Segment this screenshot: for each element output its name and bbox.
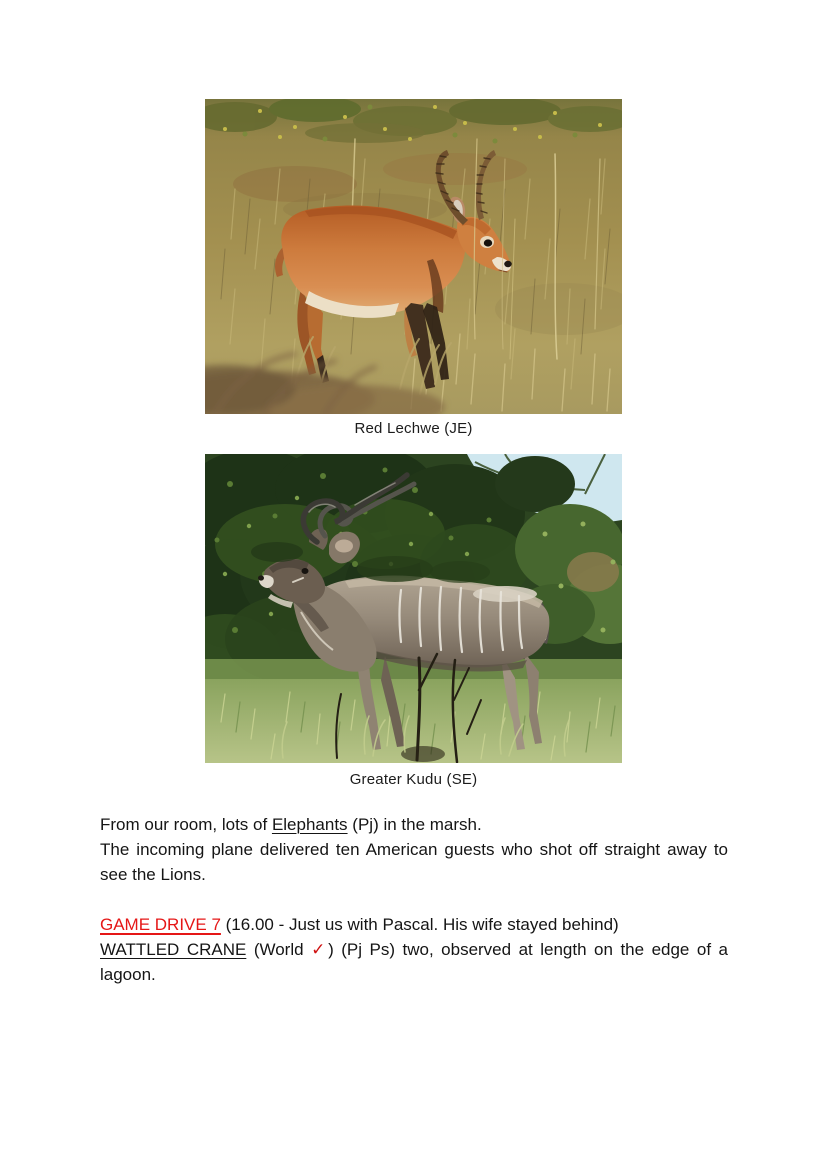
- red-lechwe-photo: [205, 99, 622, 414]
- plane-paragraph: The incoming plane delivered ten American guests who shot off straight away to see the Lions.: [100, 840, 728, 884]
- game-drive-paragraph: [100, 912, 728, 937]
- kudu-caption: Greater Kudu (SE): [349, 771, 478, 788]
- body-text: [100, 812, 728, 987]
- lechwe-figure: [205, 99, 622, 454]
- wattled-crane-species: WATTLED CRANE: [100, 940, 247, 959]
- elephants-species: Elephants: [271, 815, 348, 834]
- room-suffix: (Pj) in the marsh.: [347, 815, 482, 834]
- kudu-figure: [205, 454, 622, 806]
- greater-kudu-photo-svg: [205, 454, 622, 763]
- game-drive-details: (16.00 - Just us with Pascal. His wife stayed behind): [220, 915, 619, 934]
- game-drive-heading: GAME DRIVE 7: [100, 915, 221, 934]
- wattled-crane-paragraph: [100, 937, 728, 987]
- greater-kudu-photo: [205, 454, 622, 763]
- room-sighting-paragraph: [100, 812, 728, 837]
- room-prefix: From our room, lots of: [100, 815, 272, 834]
- blank-line: [100, 887, 728, 912]
- red-checkmark: ✓: [311, 940, 329, 959]
- lechwe-caption: Red Lechwe (JE): [354, 420, 473, 437]
- wattled-crane-details: (Pj Ps) two, observed at length on the edge of a lagoon.: [100, 940, 728, 984]
- world-suffix: ): [328, 940, 334, 959]
- world-prefix: (World: [246, 940, 312, 959]
- red-lechwe-photo-svg: [205, 99, 622, 414]
